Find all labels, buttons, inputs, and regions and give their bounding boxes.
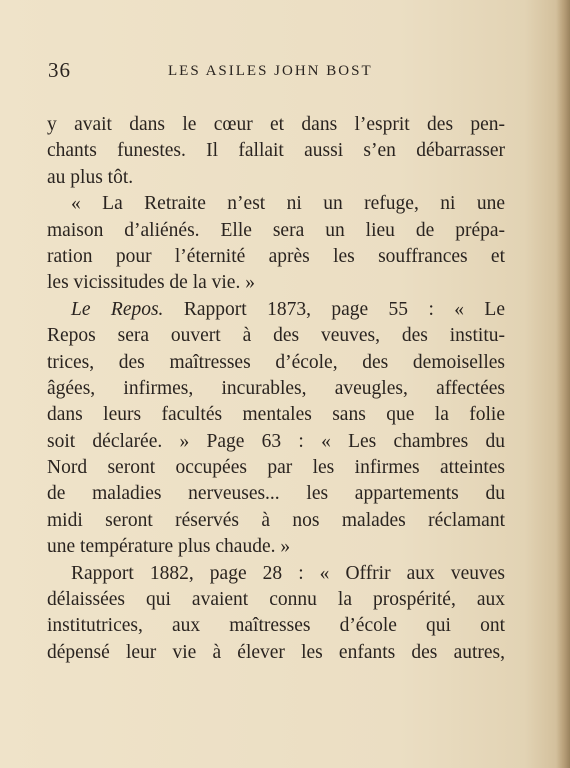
text-line: au plus tôt. bbox=[47, 166, 134, 188]
text-line-rest: Rapport 1873, page 55 : « Le bbox=[163, 298, 505, 320]
text-line: délaissées qui avaient connu la prospérité, aux bbox=[47, 589, 505, 611]
text-line: dépensé leur vie à élever les enfants des autres, bbox=[47, 641, 505, 663]
text-line: Nord seront occupées par les infirmes atteintes bbox=[47, 457, 505, 479]
text-line: Rapport 1882, page 28 : « Offrir aux veuves bbox=[71, 562, 505, 584]
text-line: midi seront réservés à nos malades réclamant bbox=[47, 509, 505, 531]
running-title: LES ASILES JOHN BOST bbox=[168, 63, 373, 79]
body-text bbox=[47, 112, 505, 666]
text-line: une température plus chaude. » bbox=[47, 536, 291, 558]
text-line: chants funestes. Il fallait aussi s’en débarrasser bbox=[47, 140, 505, 162]
text-line: trices, des maîtresses d’école, des demoiselles bbox=[47, 351, 505, 373]
text-line: ration pour l’éternité après les souffrances et bbox=[47, 245, 505, 267]
page-number: 36 bbox=[48, 58, 71, 82]
text-line: « La Retraite n’est ni un refuge, ni une bbox=[71, 193, 505, 215]
text-line: y avait dans le cœur et dans l’esprit des pen- bbox=[47, 114, 505, 135]
text-line: maison d’aliénés. Elle sera un lieu de prépa- bbox=[47, 219, 505, 241]
page-header bbox=[48, 58, 518, 88]
section-title-italic: Le Repos. bbox=[71, 298, 164, 320]
text-line: de maladies nerveuses... les appartements du bbox=[47, 483, 505, 505]
text-line: dans leurs facultés mentales sans que la folie bbox=[47, 404, 505, 426]
text-line: institutrices, aux maîtresses d’école qui ont bbox=[47, 615, 505, 637]
text-line: les vicissitudes de la vie. » bbox=[47, 272, 255, 294]
text-line: Repos sera ouvert à des veuves, des institu- bbox=[47, 325, 505, 347]
text-line bbox=[47, 297, 505, 323]
page-edge-shadow bbox=[556, 0, 570, 768]
text-line: âgées, infirmes, incurables, aveugles, affectées bbox=[47, 377, 505, 399]
text-line: soit déclarée. » Page 63 : « Les chambres du bbox=[47, 430, 505, 452]
